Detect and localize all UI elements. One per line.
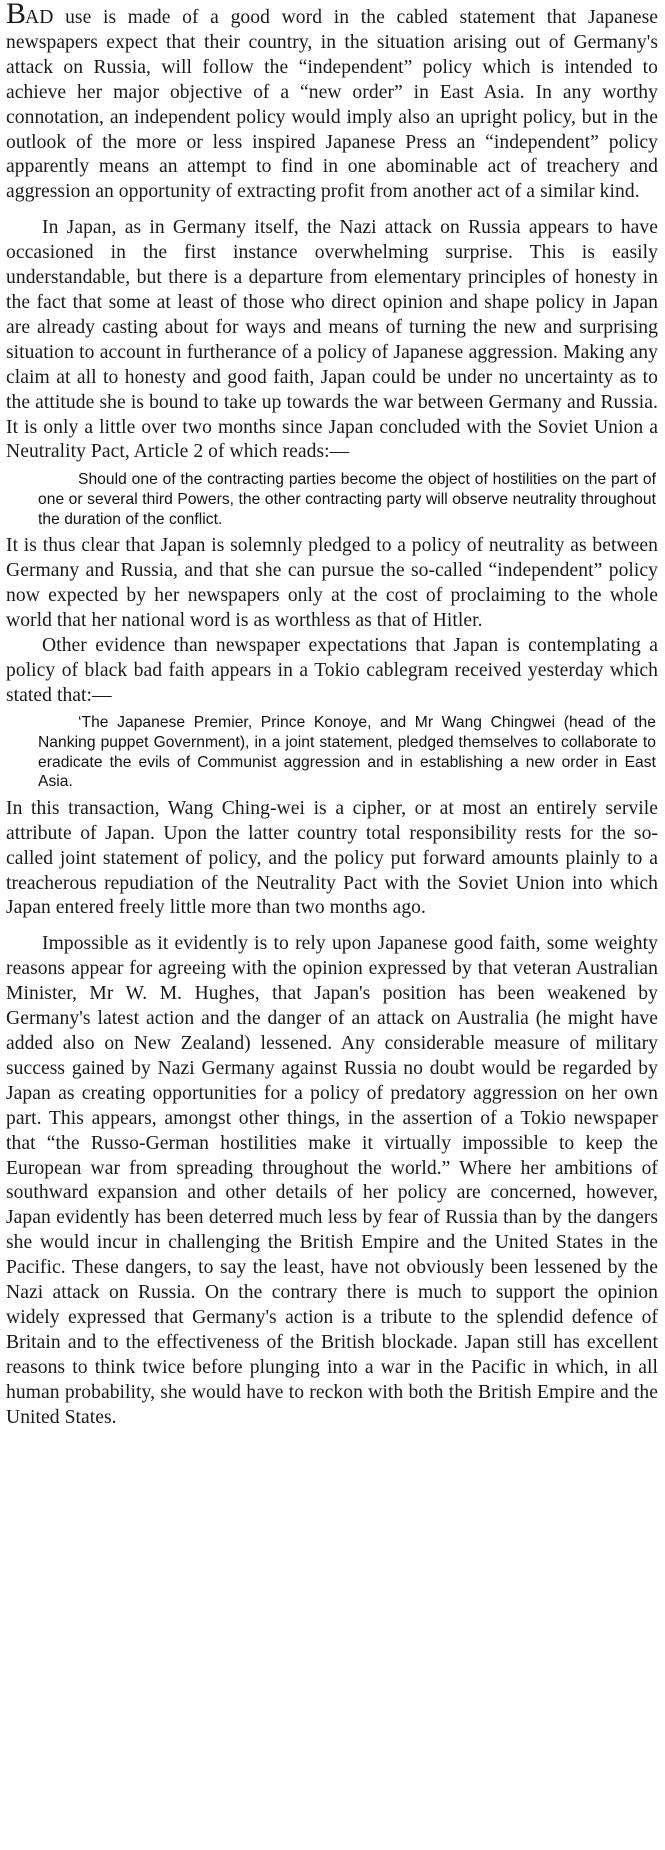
- drop-cap: B: [6, 0, 26, 30]
- block-quote-neutrality-pact: Should one of the contracting parties become the object of hostilities on the part of one or several third Powers, the other contracting party will observe neutrality throughout the duration of the conflict.: [38, 471, 656, 528]
- paragraph-4: Other evidence than newspaper expectations that Japan is contemplating a policy of black bad faith appears in a Tokio cablegram received yesterday which stated that:—: [6, 634, 658, 706]
- block-quote-tokio-cablegram: ‘The Japanese Premier, Prince Konoye, and Mr Wang Chingwei (head of the Nanking puppet Government), in a joint statement, pledged themselves to collaborate to eradicate the evils of Communist aggression and in establishing a new order in East Asia.: [38, 714, 656, 791]
- paragraph-1: [6, 0, 658, 205]
- article-body: [6, 0, 658, 1430]
- paragraph-6: Impossible as it evidently is to rely upon Japanese good faith, some weighty reasons appear for agreeing with the opinion expressed by that veteran Australian Minister, Mr W. M. Hughes, that Japan's position has been weakened by Germany's latest action and the danger of an attack on Australia (he might have added also on New Zealand) lessened. Any considerable measure of military success gained by Nazi Germany against Russia no doubt would be regarded by Japan as creating opportunities for a policy of predatory aggression on her own part. This appears, amongst other things, in the assertion of a Tokio newspaper that “the Russo-German hostilities make it virtually impossible to keep the European war from spreading throughout the world.” Where her ambitions of southward expansion and other details of her policy are concerned, however, Japan evidently has been deterred much less by fear of Russia than by the dangers she would incur in challenging the British Empire and the United States in the Pacific. These dangers, to say the least, have not obviously been lessened by the Nazi attack on Russia. On the contrary there is much to support the opinion widely expressed that Germany's action is a tribute to the splendid defence of Britain and to the effectiveness of the British blockade. Japan still has excellent reasons to think twice before plunging into a war in the Pacific in which, in all human probability, she would have to reckon with both the British Empire and the United States.: [6, 933, 658, 1428]
- paragraph-1-text: AD use is made of a good word in the cabled statement that Japanese newspapers expect that their country, in the situation arising out of Germany's attack on Russia, will follow the “independent” policy which is intended to achieve her major objective of a “new order” in East Asia. In any worthy connotation, an independent policy would imply also an upright policy, but in the outlook of the more or less inspired Japanese Press an “independent” policy apparently means an attempt to find in one abominable act of treachery and aggression an opportunity of extracting profit from another act of a similar kind.: [6, 7, 658, 203]
- paragraph-5: In this transaction, Wang Ching-wei is a cipher, or at most an entirely servile attribute of Japan. Upon the latter country total responsibility rests for the so-called joint statement of policy, and the policy put forward amounts plainly to a treacherous repudiation of the Neutrality Pact with the Soviet Union into which Japan entered freely little more than two months ago.: [6, 797, 658, 919]
- paragraph-2: In Japan, as in Germany itself, the Nazi attack on Russia appears to have occasioned in the first instance overwhelming surprise. This is easily understandable, but there is a departure from elementary principles of honesty in the fact that some at least of those who direct opinion and shape policy in Japan are already casting about for ways and means of turning the new and surprising situation to account in furtherance of a policy of Japanese aggression. Making any claim at all to honesty and good faith, Japan could be under no uncertainty as to the attitude she is bound to take up towards the war between Germany and Russia. It is only a little over two months since Japan concluded with the Soviet Union a Neutrality Pact, Article 2 of which reads:—: [6, 217, 658, 463]
- paragraph-3: It is thus clear that Japan is solemnly pledged to a policy of neutrality as between Germany and Russia, and that she can pursue the so-called “independent” policy now expected by her newspapers only at the cost of proclaiming to the whole world that her national word is as worthless as that of Hitler.: [6, 535, 658, 631]
